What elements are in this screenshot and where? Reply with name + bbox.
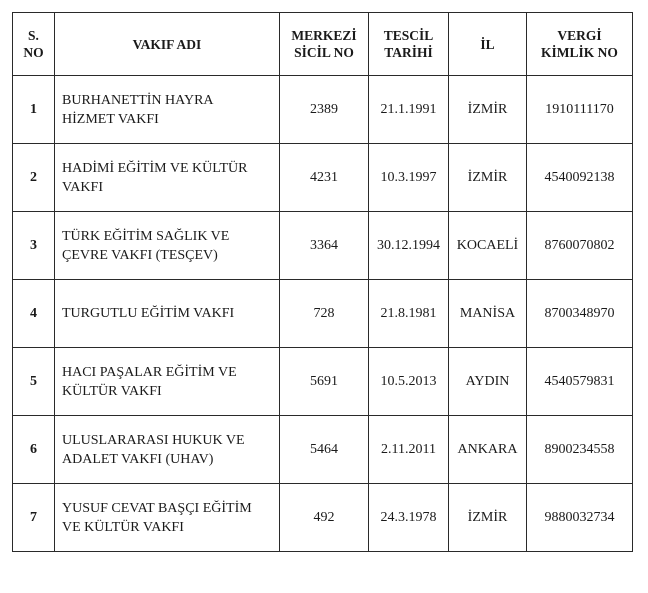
cell-no: 3 (13, 212, 55, 280)
cell-name-line: HACI PAŞALAR EĞİTİM VE (62, 364, 237, 380)
cell-tescil: 2.11.2011 (369, 416, 449, 484)
table-row (13, 212, 633, 280)
cell-tescil: 30.12.1994 (369, 212, 449, 280)
cell-vergi: 4540092138 (527, 144, 633, 212)
cell-vergi: 4540579831 (527, 348, 633, 416)
table-row (13, 348, 633, 416)
cell-il: İZMİR (449, 76, 527, 144)
cell-vergi: 1910111170 (527, 76, 633, 144)
cell-sicil: 3364 (280, 212, 369, 280)
cell-name (55, 144, 280, 212)
cell-name (55, 348, 280, 416)
cell-no: 6 (13, 416, 55, 484)
cell-sicil: 5464 (280, 416, 369, 484)
cell-vergi: 8900234558 (527, 416, 633, 484)
cell-tescil: 21.8.1981 (369, 280, 449, 348)
cell-il: MANİSA (449, 280, 527, 348)
cell-name-line: ADALET VAKFI (UHAV) (62, 451, 214, 467)
cell-name (55, 76, 280, 144)
table-row (13, 144, 633, 212)
cell-no: 1 (13, 76, 55, 144)
cell-tescil: 21.1.1991 (369, 76, 449, 144)
table-body (13, 76, 633, 552)
cell-no: 5 (13, 348, 55, 416)
header-tescil: TESCİL TARİHİ (369, 13, 449, 76)
cell-name-line: ÇEVRE VAKFI (TESÇEV) (62, 247, 218, 263)
header-name: VAKIF ADI (55, 13, 280, 76)
cell-sicil: 5691 (280, 348, 369, 416)
cell-sicil: 4231 (280, 144, 369, 212)
cell-name-line: TÜRK EĞİTİM SAĞLIK VE (62, 228, 230, 244)
document-page (12, 12, 632, 552)
cell-name-line: KÜLTÜR VAKFI (62, 383, 162, 399)
table-row (13, 76, 633, 144)
cell-name-line: HİZMET VAKFI (62, 111, 159, 127)
cell-vergi: 8700348970 (527, 280, 633, 348)
header-row (13, 13, 633, 76)
header-il: İL (449, 13, 527, 76)
foundation-table (12, 12, 633, 552)
cell-name (55, 280, 280, 348)
cell-il: İZMİR (449, 484, 527, 552)
cell-no: 2 (13, 144, 55, 212)
cell-vergi: 9880032734 (527, 484, 633, 552)
table-row (13, 484, 633, 552)
cell-tescil: 10.3.1997 (369, 144, 449, 212)
header-sicil: MERKEZİ SİCİL NO (280, 13, 369, 76)
cell-name-line: VAKFI (62, 179, 103, 195)
cell-tescil: 10.5.2013 (369, 348, 449, 416)
cell-tescil: 24.3.1978 (369, 484, 449, 552)
cell-name-line: YUSUF CEVAT BAŞÇI EĞİTİM (62, 500, 252, 516)
table-row (13, 280, 633, 348)
cell-name-line: ULUSLARARASI HUKUK VE (62, 432, 245, 448)
header-vergi: VERGİ KİMLİK NO (527, 13, 633, 76)
cell-sicil: 492 (280, 484, 369, 552)
cell-il: KOCAELİ (449, 212, 527, 280)
cell-sicil: 728 (280, 280, 369, 348)
cell-no: 7 (13, 484, 55, 552)
cell-name-line: VE KÜLTÜR VAKFI (62, 519, 184, 535)
cell-name (55, 416, 280, 484)
cell-sicil: 2389 (280, 76, 369, 144)
cell-no: 4 (13, 280, 55, 348)
cell-il: AYDIN (449, 348, 527, 416)
cell-name (55, 212, 280, 280)
cell-vergi: 8760070802 (527, 212, 633, 280)
table-row (13, 416, 633, 484)
header-no: S. NO (13, 13, 55, 76)
cell-name-line: TURGUTLU EĞİTİM VAKFI (62, 306, 235, 321)
cell-name (55, 484, 280, 552)
cell-il: ANKARA (449, 416, 527, 484)
cell-name-line: BURHANETTİN HAYRA (62, 92, 214, 108)
cell-name-line: HADİMİ EĞİTİM VE KÜLTÜR (62, 160, 248, 176)
cell-il: İZMİR (449, 144, 527, 212)
